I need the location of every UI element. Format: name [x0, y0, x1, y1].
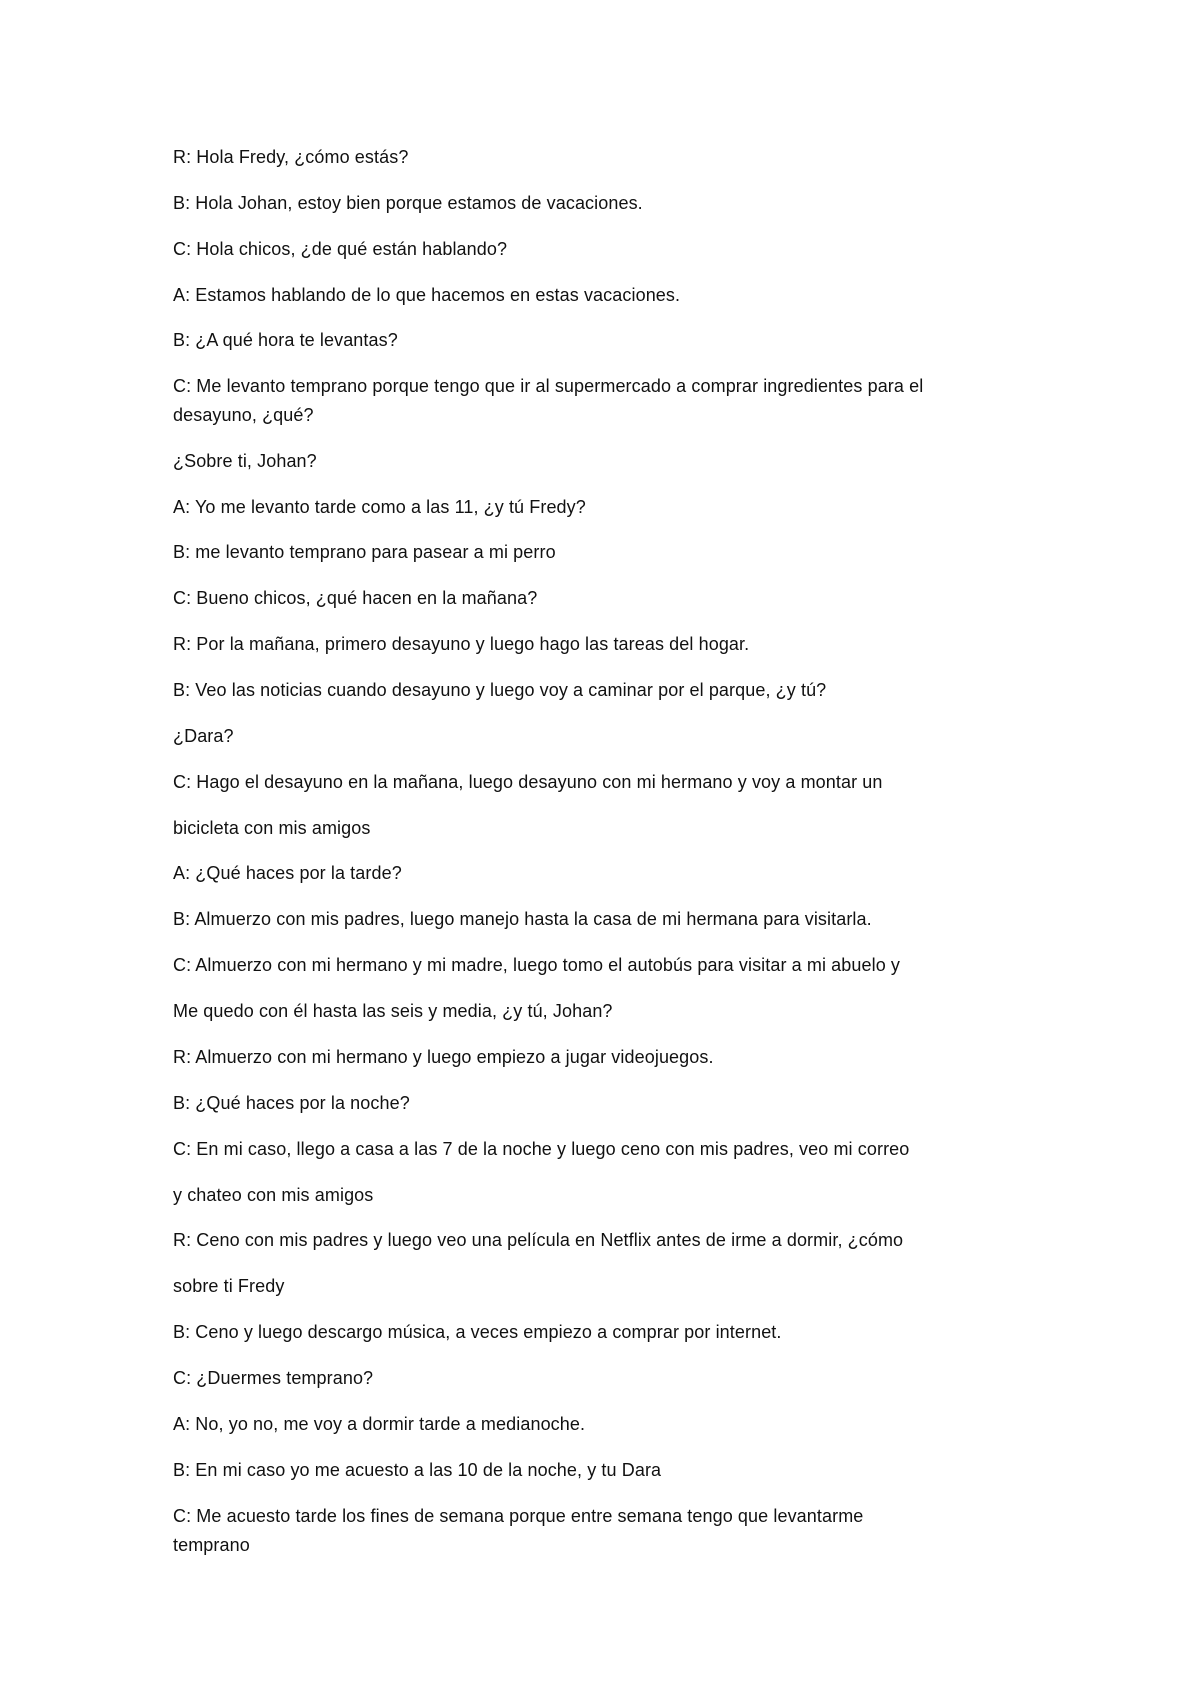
- dialogue-line-7: ¿Sobre ti, Johan?: [173, 451, 317, 471]
- dialogue-line-5: B: ¿A qué hora te levantas?: [173, 330, 398, 350]
- dialogue-line-20: R: Ceno con mis padres y luego veo una película en Netflix antes de irme a dormir, ¿cómo: [173, 1230, 904, 1250]
- dialogue-line-13-cont: bicicleta con mis amigos: [173, 818, 371, 838]
- dialogue-line-23: A: No, yo no, me voy a dormir tarde a medianoche.: [173, 1414, 586, 1434]
- dialogue-line-3: C: Hola chicos, ¿de qué están hablando?: [173, 239, 508, 259]
- dialogue-line-20-cont: sobre ti Fredy: [173, 1276, 285, 1296]
- dialogue-line-25-cont: temprano: [173, 1535, 250, 1555]
- dialogue-line-15: B: Almuerzo con mis padres, luego manejo hasta la casa de mi hermana para visitarla.: [173, 909, 872, 929]
- dialogue-line-18: B: ¿Qué haces por la noche?: [173, 1093, 410, 1113]
- dialogue-line-1: R: Hola Fredy, ¿cómo estás?: [173, 147, 409, 167]
- dialogue-line-11: R: Por la mañana, primero desayuno y luego hago las tareas del hogar.: [173, 634, 750, 654]
- dialogue-line-14: A: ¿Qué haces por la tarde?: [173, 863, 402, 883]
- dialogue-line-16-cont: Me quedo con él hasta las seis y media, ¿y tú, Johan?: [173, 1001, 613, 1021]
- dialogue-line-13: C: Hago el desayuno en la mañana, luego desayuno con mi hermano y voy a montar un: [173, 772, 883, 792]
- dialogue-line-19-cont: y chateo con mis amigos: [173, 1185, 374, 1205]
- dialogue-line-16: C: Almuerzo con mi hermano y mi madre, luego tomo el autobús para visitar a mi abuelo y: [173, 955, 901, 975]
- dialogue-line-25: C: Me acuesto tarde los fines de semana porque entre semana tengo que levantarme: [173, 1506, 864, 1526]
- dialogue-line-12-cont: ¿Dara?: [173, 726, 234, 746]
- dialogue-line-17: R: Almuerzo con mi hermano y luego empiezo a jugar videojuegos.: [173, 1047, 714, 1067]
- dialogue-line-6: C: Me levanto temprano porque tengo que ir al supermercado a comprar ingredientes para el: [173, 376, 924, 396]
- dialogue-line-22: C: ¿Duermes temprano?: [173, 1368, 374, 1388]
- dialogue-line-10: C: Bueno chicos, ¿qué hacen en la mañana?: [173, 588, 538, 608]
- dialogue-line-8: A: Yo me levanto tarde como a las 11, ¿y tú Fredy?: [173, 497, 586, 517]
- dialogue-line-2: B: Hola Johan, estoy bien porque estamos de vacaciones.: [173, 193, 643, 213]
- dialogue-line-4: A: Estamos hablando de lo que hacemos en estas vacaciones.: [173, 285, 681, 305]
- dialogue-line-12: B: Veo las noticias cuando desayuno y luego voy a caminar por el parque, ¿y tú?: [173, 680, 827, 700]
- dialogue-line-21: B: Ceno y luego descargo música, a veces empiezo a comprar por internet.: [173, 1322, 782, 1342]
- dialogue-line-24: B: En mi caso yo me acuesto a las 10 de la noche, y tu Dara: [173, 1460, 662, 1480]
- dialogue-line-19: C: En mi caso, llego a casa a las 7 de la noche y luego ceno con mis padres, veo mi correo: [173, 1139, 910, 1159]
- dialogue-line-6-cont: desayuno, ¿qué?: [173, 405, 314, 425]
- dialogue-line-9: B: me levanto temprano para pasear a mi perro: [173, 542, 556, 562]
